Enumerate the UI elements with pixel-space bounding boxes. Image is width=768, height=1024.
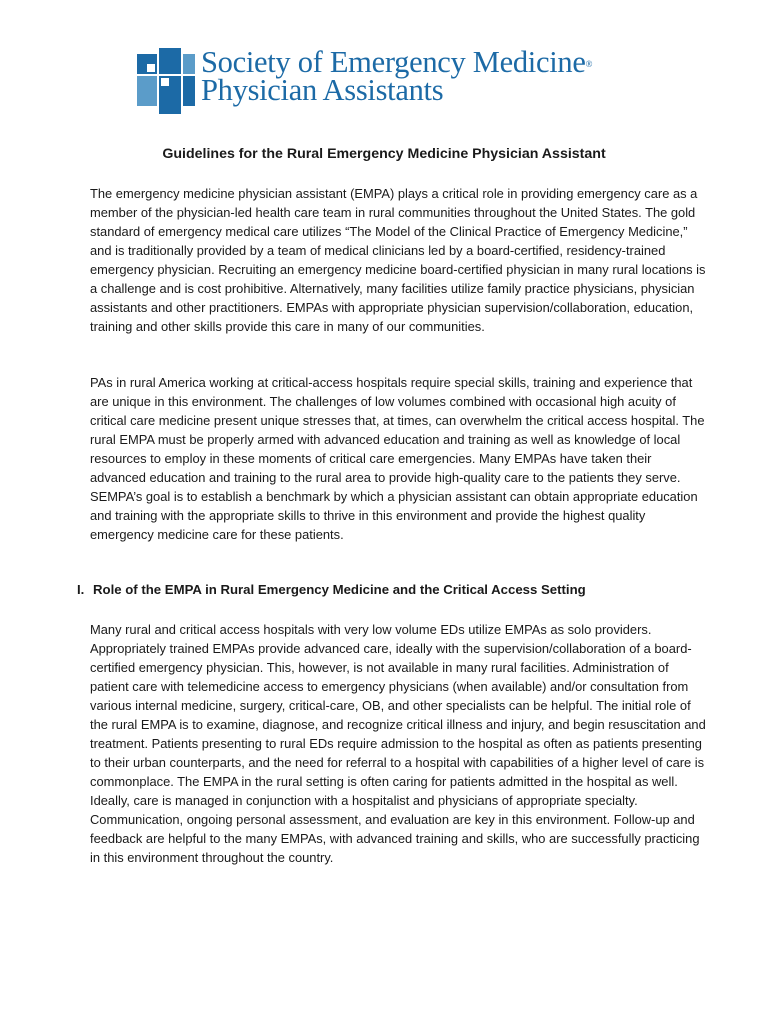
document-title: Guidelines for the Rural Emergency Medicine Physician Assistant (162, 146, 606, 162)
section-heading-text: Role of the EMPA in Rural Emergency Medicine and the Critical Access Setting (93, 582, 586, 597)
registered-mark: ® (585, 59, 593, 69)
org-name-line1: Society of Emergency Medicine (201, 45, 586, 79)
intro-paragraph-2: PAs in rural America working at critical-access hospitals require special skills, training and experience that are unique in this environment. The challenges of low volumes combined with occasional high acuity of critical care medicine present unique stresses that, at times, can overwhelm the critical access hospital. The rural EMPA must be properly armed with advanced education and training as well as knowledge of local resources to employ in these moments of critical care emergencies. Many EMPAs have taken their advanced education and training to the rural area to provide high-quality care to the patients they serve. SEMPA’s goal is to establish a benchmark by which a physician assistant can obtain appropriate education and training with the appropriate skills to thrive in this environment and provide the highest quality emergency medicine care for these patients. (90, 375, 705, 542)
sempa-logo (137, 45, 593, 118)
section-paragraph: Many rural and critical access hospitals with very low volume EDs utilize EMPAs as solo providers. Appropriately trained EMPAs provide advanced care, ideally with the supervision/collaboration of a board-certified emergency physician. This, however, is not available in many rural facilities. Administration of patient care with telemedicine access to emergency physicians (when available) and/or consultation from various internal medicine, surgery, critical-care, OB, and other specialists can be helpful. The initial role of the rural EMPA is to examine, diagnose, and recognize critical illness and injury, and begin resuscitation and treatment. Patients presenting to rural EDs require admission to the hospital as often as patients presenting to their urban counterparts, and the need for referral to a hospital with capabilities of a higher level of care is commonplace. The EMPA in the rural setting is often caring for patients admitted in the hospital as well. Ideally, care is managed in conjunction with a hospitalist and physicians of appropriate specialty. Communication, ongoing personal assessment, and evaluation are key in this environment. Follow-up and feedback are helpful to the many EMPAs, with advanced training and skills, who are successfully practicing in this environment throughout the country. (90, 622, 706, 865)
org-name-line2: Physician Assistants (201, 73, 444, 107)
sempa-logo-icon (137, 48, 195, 114)
intro-paragraph-1: The emergency medicine physician assistant (EMPA) plays a critical role in providing emergency care as a member of the physician-led health care team in rural communities throughout the United States. The gold standard of emergency medical care utilizes “The Model of the Clinical Practice of Emergency Medicine,” and is traditionally provided by a team of medical clinicians led by a board-certified, residency-trained emergency physician. Recruiting an emergency medicine board-certified physician in many rural locations is a challenge and is cost prohibitive. Alternatively, many facilities utilize family practice physicians, physician assistants and other practitioners. EMPAs with appropriate physician supervision/collaboration, education, training and other skills provide this care in many of our communities. (90, 186, 706, 334)
section-number: I. (77, 582, 85, 597)
logo-wordmark (201, 45, 593, 107)
section-heading (77, 582, 586, 597)
